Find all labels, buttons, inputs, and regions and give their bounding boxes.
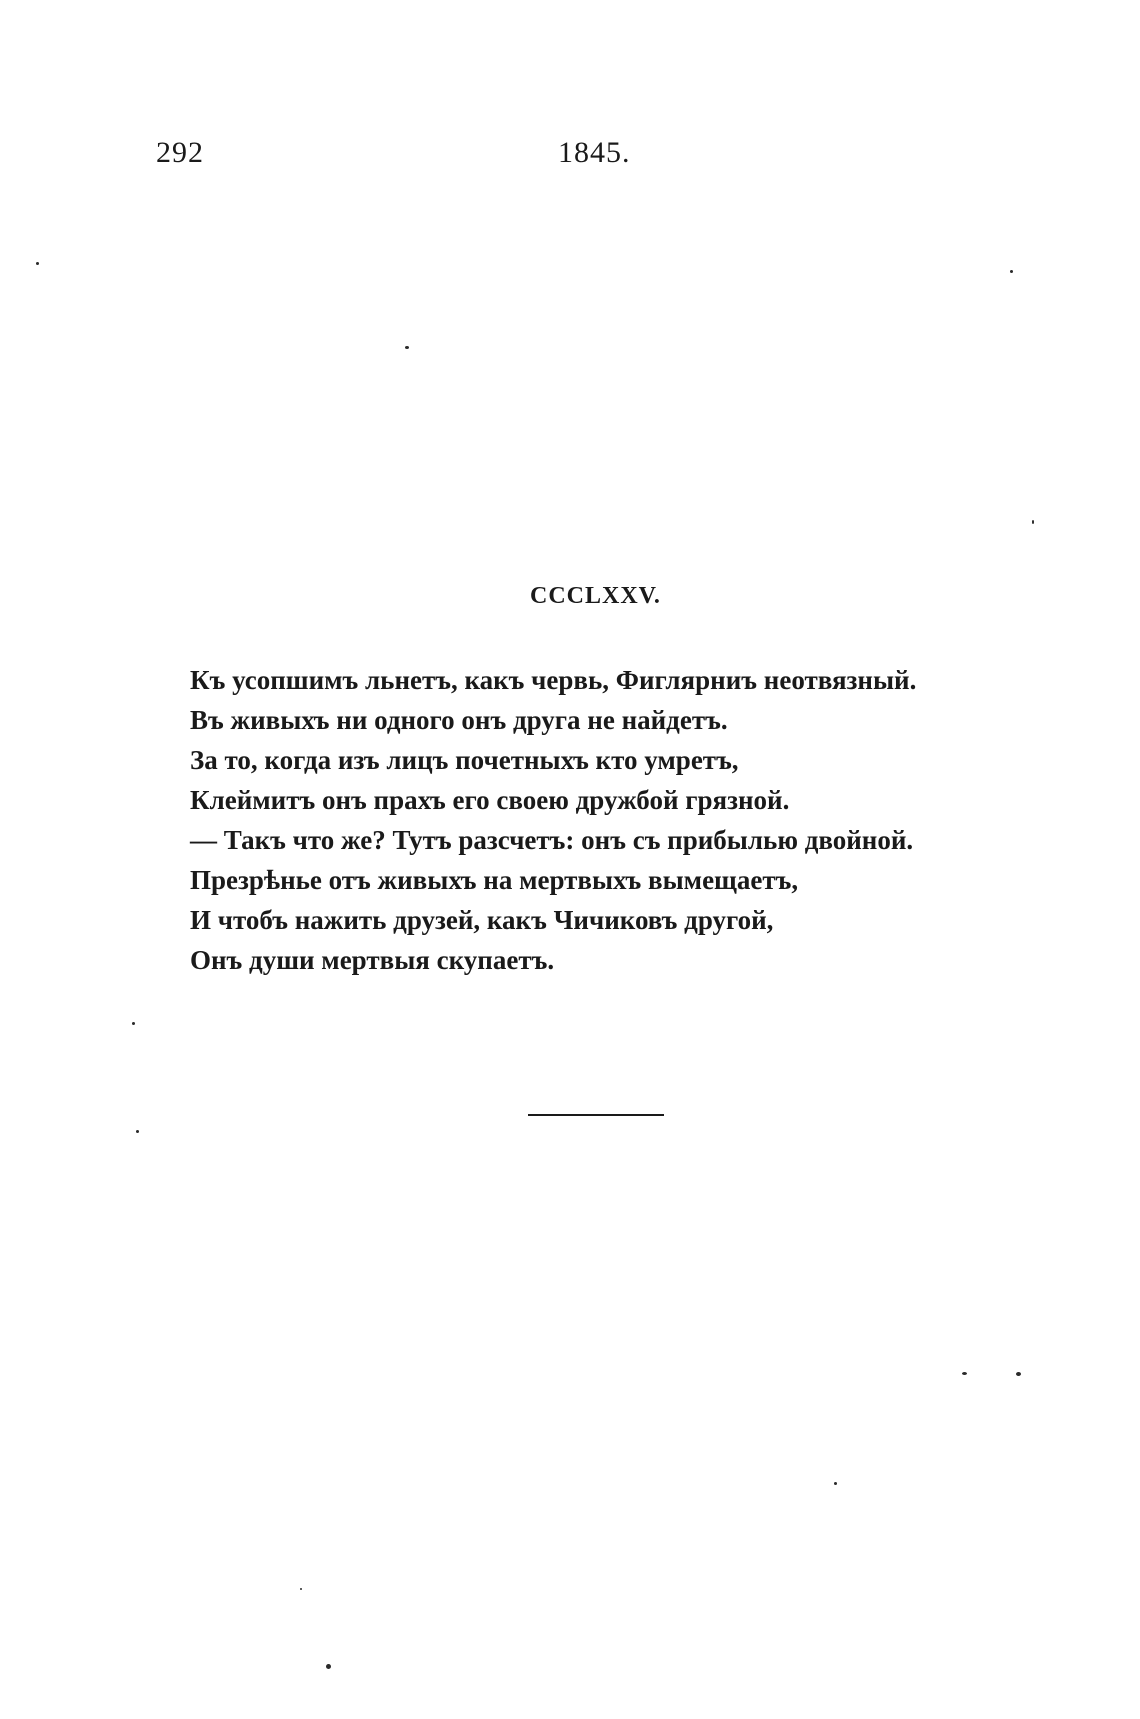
poem-body — [190, 660, 1070, 980]
end-rule-divider — [528, 1114, 664, 1116]
poem-line: Клеймитъ онъ прахъ его своею дружбой грязной. — [190, 785, 790, 815]
poem-line: Презрѣнье отъ живыхъ на мертвыхъ вымещаетъ, — [190, 865, 799, 895]
running-head-year: 1845. — [558, 136, 631, 169]
poem-line: — Такъ что же? Тутъ разсчетъ: онъ съ прибылью двойной. — [190, 825, 914, 855]
poem-line: Въ живыхъ ни одного онъ друга не найдетъ. — [190, 705, 728, 735]
poem-line: И чтобъ нажить друзей, какъ Чичиковъ другой, — [190, 905, 774, 935]
scan-speck — [300, 1588, 302, 1590]
poem-line: За то, когда изъ лицъ почетныхъ кто умретъ, — [190, 745, 739, 775]
page-number: 292 — [156, 136, 204, 169]
scan-speck — [405, 346, 409, 349]
poem-number: CCCLXXV. — [530, 583, 661, 609]
scan-speck — [132, 1022, 135, 1025]
poem-line: Къ усопшимъ льнетъ, какъ червь, Фиглярниъ неотвязный. — [190, 665, 917, 695]
scan-speck — [1032, 520, 1034, 524]
scan-speck — [1016, 1372, 1021, 1376]
scan-speck — [962, 1372, 967, 1375]
scan-speck — [36, 262, 39, 265]
scan-speck — [326, 1664, 331, 1669]
scan-speck — [834, 1482, 837, 1485]
scan-speck — [1010, 270, 1013, 273]
scan-speck — [136, 1130, 139, 1133]
poem-line: Онъ души мертвыя скупаетъ. — [190, 945, 555, 975]
